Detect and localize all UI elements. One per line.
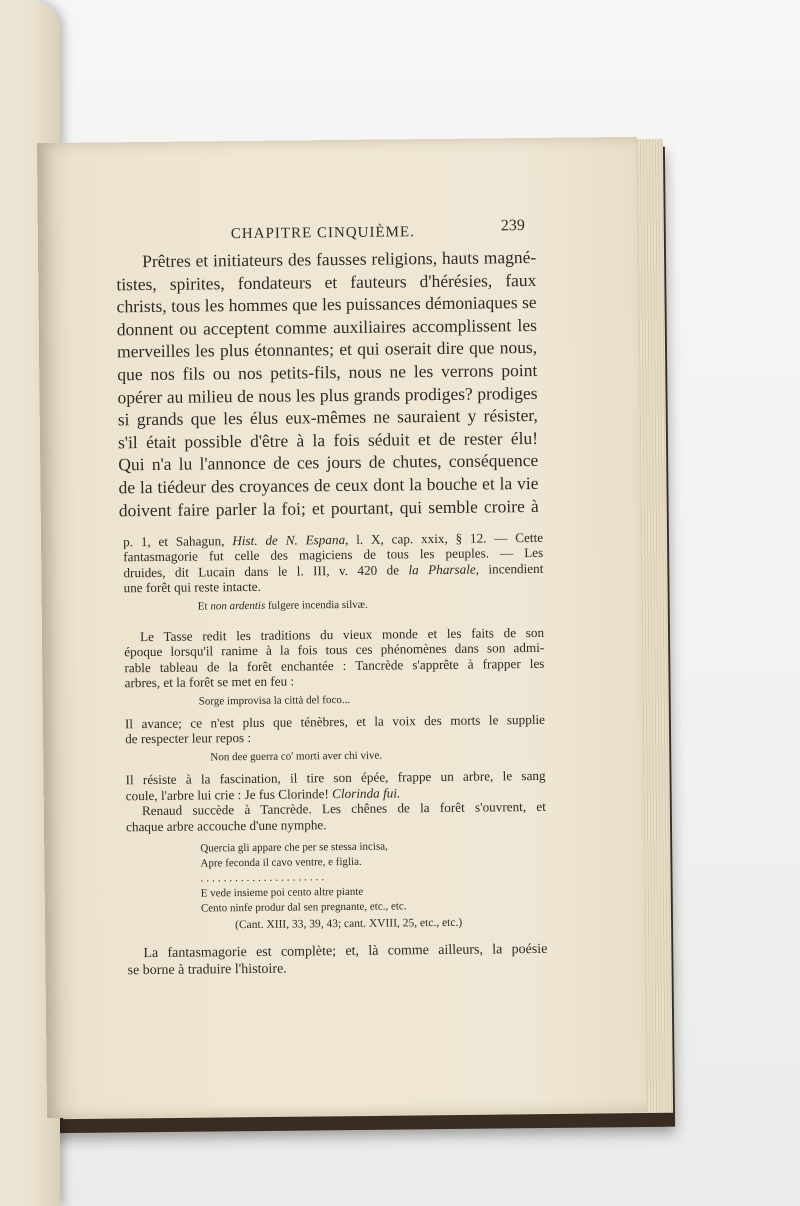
verse-line: Apre feconda il cavo ventre, e figlia. (200, 855, 362, 870)
body-line: Prêtres et initiateurs des fausses religions, hauts magné- (142, 246, 537, 272)
body-line: doivent faire parler la foi; et pourtant, qui semble croire à (118, 495, 539, 520)
footnote-line: Le Tasse redit les traditions du vieux monde et les faits de son (140, 624, 545, 645)
verse-line: Quercia gli appare che per se stessa incisa, (200, 840, 388, 855)
book-page (37, 137, 647, 1118)
text-segment: Et (197, 600, 211, 613)
page-number: 239 (500, 217, 525, 235)
footnote-line: époque lorsqu'il ranime à la fois tous ces phénomènes dans son admi- (124, 640, 545, 660)
footnote-line: arbres, et la forêt se met en feu : (124, 673, 295, 691)
body-line: que nos fils ou nos petits-fils, nous ne les verrons point (117, 359, 538, 385)
body-line: de la tiédeur des croyances de ceux dont la bouche et la vie (118, 472, 539, 498)
body-line: opérer au milieu de nous les plus grands prodiges? prodiges (117, 382, 538, 407)
italian-quote: Sorge improvisa la città del foco... (198, 693, 351, 708)
text-segment: fulgere incendia silvæ. (265, 598, 368, 612)
footnote-line: Il avance; ce n'est plus que ténèbres, et la voix des morts le supplie (124, 711, 546, 732)
italic-phrase: non ardentis (210, 599, 266, 613)
italic-title: Hist. de N. Espana, (232, 531, 349, 549)
verse-line: Cento ninfe produr dal sen pregnante, etc., etc. (200, 900, 407, 915)
page-header (38, 217, 638, 243)
verse-line: E vede insieme poi cento altre piante (200, 886, 364, 900)
footnote-line: La fantasmagorie est complète; et, là comme ailleurs, la poésie (143, 941, 548, 961)
ellipsis-row: ...................... (200, 871, 328, 885)
text-segment: p. 1, et Sahagun, (123, 533, 233, 550)
running-title: CHAPITRE CINQUIÈME. (230, 224, 415, 243)
footnote-line: se borne à traduire l'histoire. (127, 961, 287, 978)
text-segment: coule, l'arbre lui crie : Je fus Clorinde! (125, 785, 333, 803)
italic-title: la Pharsale, (408, 561, 480, 578)
body-line: tistes, spirites, fondateurs et fauteurs d'hérésies, faux (116, 269, 537, 294)
footnote-line: rable tableau de la forêt enchantée : Tancrède s'apprête à frapper les (124, 655, 545, 676)
body-line: donnent ou acceptent comme auxiliaires accomplissent les (116, 314, 537, 340)
body-line: si grands que les élus eux-mêmes ne sauraient y résister, (117, 405, 538, 430)
text-segment: l. X, cap. xxix, § 12. — Cette (348, 529, 544, 547)
footnote-line: chaque arbre accouche d'une nymphe. (125, 816, 327, 834)
body-line: merveilles les plus étonnantes; et qui oserait dire que nous, (116, 337, 538, 362)
closing-paragraph (127, 941, 547, 979)
italian-quote: Non dee guerra co' morti aver chi vive. (210, 749, 383, 764)
body-line: s'il était possible d'être à la fois séduit et de rester élu! (117, 427, 539, 453)
footnote-line: de respecter leur repos : (125, 730, 252, 747)
body-line: christs, tous les hommes que les puissances démoniaques se (116, 292, 537, 317)
body-line: Qui n'a lu l'annonce de ces jours de chutes, conséquence (118, 450, 539, 475)
footnote-line: Renaud succède à Tancrède. Les chênes de la forêt s'ouvrent, et (141, 798, 546, 819)
footnote-line: fantasmagorie fut celle des magiciens de tous les peuples. — Les (123, 545, 544, 565)
main-text (116, 246, 539, 522)
text-segment: incendient (478, 560, 544, 577)
footnote-line: une forêt qui reste intacte. (123, 579, 261, 596)
latin-quote (124, 596, 544, 616)
footnote-block (123, 530, 548, 979)
text-segment: druides, dit Lucain dans le l. III, v. 420 de (123, 562, 409, 581)
citation: (Cant. XIII, 33, 39, 43; cant. XVIII, 25, etc., etc.) (235, 917, 463, 932)
footnote-line: Il résiste à la fascination, il tire son épée, frappe un arbre, le sang (125, 768, 546, 788)
italic-phrase: Clorinda fui. (332, 785, 401, 801)
